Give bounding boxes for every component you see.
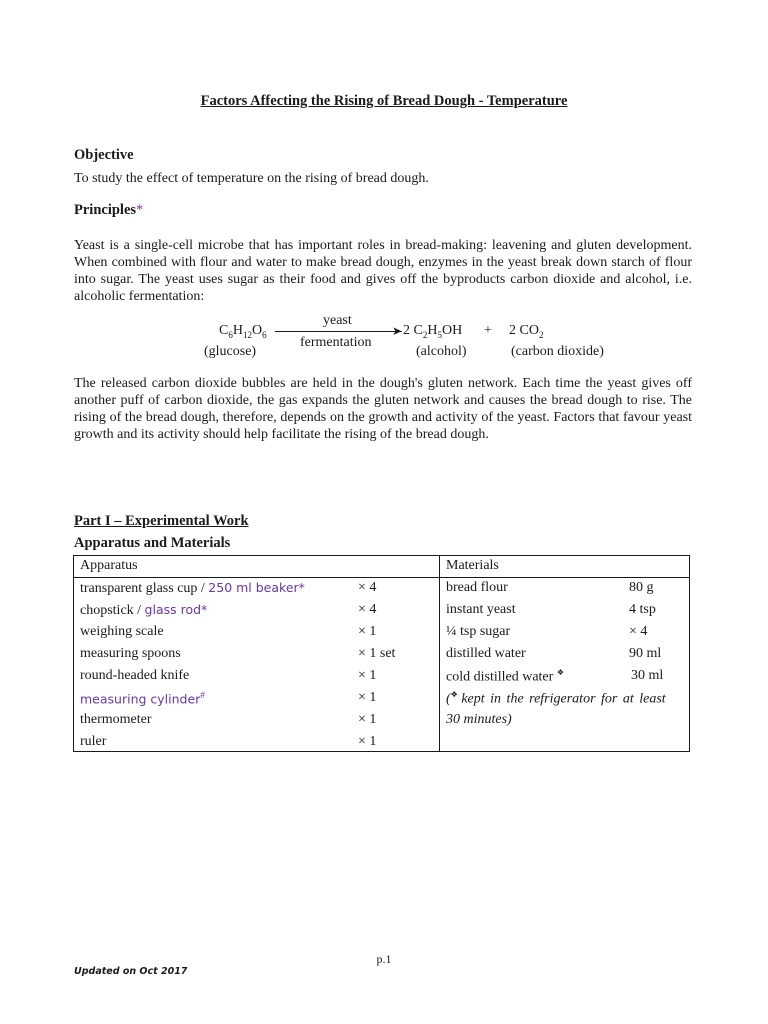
material-note: (❖ kept in the refrigerator for at least bbox=[446, 690, 666, 707]
apparatus-name: thermometer bbox=[80, 712, 152, 727]
material-name: instant yeast bbox=[446, 602, 516, 617]
apparatus-qty: × 1 bbox=[358, 668, 377, 683]
diamond-mark-icon: ❖ bbox=[556, 668, 564, 677]
apparatus-alt: measuring cylinder bbox=[80, 691, 201, 707]
material-name: ¼ tsp sugar bbox=[446, 624, 511, 639]
apparatus-qty: × 4 bbox=[358, 580, 377, 595]
apparatus-name: chopstick / bbox=[80, 603, 145, 618]
material-qty: 90 ml bbox=[629, 646, 662, 661]
updated-date: Updated on Oct 2017 bbox=[74, 966, 188, 977]
table-column-divider bbox=[439, 556, 440, 751]
principles-footnote-mark: * bbox=[136, 202, 144, 218]
ethanol-formula: 2 $C_2H_5OH$ bbox=[403, 323, 463, 340]
materials-header: Materials bbox=[446, 558, 499, 573]
principles-heading-text: Principles bbox=[74, 202, 137, 218]
arrow-label-yeast: yeast bbox=[323, 313, 352, 328]
material-name: cold distilled water bbox=[446, 669, 557, 685]
material-qty: 30 ml bbox=[631, 668, 664, 683]
apparatus-row bbox=[80, 602, 207, 619]
co2-formula: 2 $CO_2$ bbox=[509, 323, 544, 340]
principles-paragraph-1: Yeast is a single-cell microbe that has important roles in bread-making: leavening and gluten development. When combined with flour and water to make bread dough, enzymes in the yeast break down starch of flour into sugar. The yeast uses sugar as their food and gives off the byproducts carbon dioxide and alcohol, i.e. alcoholic fermentation: bbox=[74, 238, 692, 304]
material-note-line1: kept in the refrigerator for at least bbox=[461, 691, 666, 707]
glucose-formula: $C_6H_{12}O_6$ bbox=[219, 323, 267, 340]
page-number: p.1 bbox=[376, 952, 392, 966]
equation-plus: + bbox=[484, 323, 492, 338]
apparatus-alt: 250 ml beaker* bbox=[208, 580, 305, 595]
material-row bbox=[446, 668, 564, 686]
apparatus-name: weighing scale bbox=[80, 624, 164, 639]
material-qty: × 4 bbox=[629, 624, 648, 639]
apparatus-qty: × 1 bbox=[358, 712, 377, 727]
reaction-arrow bbox=[275, 331, 402, 332]
apparatus-qty: × 1 bbox=[358, 690, 377, 705]
diamond-mark-icon: ❖ bbox=[450, 690, 458, 699]
material-note-line2: 30 minutes) bbox=[446, 712, 512, 727]
apparatus-name: measuring spoons bbox=[80, 646, 181, 661]
arrow-label-fermentation: fermentation bbox=[300, 335, 372, 350]
apparatus-name: ruler bbox=[80, 734, 107, 749]
apparatus-qty: × 1 bbox=[358, 734, 377, 749]
alcohol-label: (alcohol) bbox=[416, 344, 467, 359]
apparatus-footnote-mark: # bbox=[200, 690, 205, 700]
apparatus-row bbox=[80, 580, 305, 597]
material-qty: 80 g bbox=[629, 580, 654, 595]
apparatus-qty: × 4 bbox=[358, 602, 377, 617]
principles-paragraph-2: The released carbon dioxide bubbles are held in the dough's gluten network. Each time the yeast gives off another puff of carbon dioxide, the gas expands the gluten network and causes the bread dough to rise. The rising of the bread dough, therefore, depends on the growth and activity of the yeast. Factors that favour yeast growth and its activity should help facilitate the rising of the bread dough. bbox=[74, 376, 692, 442]
material-qty: 4 tsp bbox=[629, 602, 656, 617]
apparatus-materials-heading: Apparatus and Materials bbox=[74, 535, 231, 551]
material-name: bread flour bbox=[446, 580, 508, 595]
apparatus-qty: × 1 bbox=[358, 624, 377, 639]
material-name: distilled water bbox=[446, 646, 526, 661]
part1-heading: Part I – Experimental Work bbox=[74, 513, 249, 529]
apparatus-row bbox=[80, 690, 205, 709]
apparatus-name: round-headed knife bbox=[80, 668, 190, 683]
objective-text: To study the effect of temperature on the rising of bread dough. bbox=[74, 171, 429, 186]
co2-label: (carbon dioxide) bbox=[511, 344, 604, 359]
arrow-head-icon: ➤ bbox=[392, 324, 403, 338]
objective-heading: Objective bbox=[74, 147, 134, 163]
glucose-label: (glucose) bbox=[204, 344, 257, 359]
table-header-divider bbox=[74, 577, 689, 578]
principles-heading bbox=[74, 202, 143, 219]
document-title: Factors Affecting the Rising of Bread Dough - Temperature bbox=[200, 93, 568, 109]
apparatus-alt: glass rod* bbox=[144, 602, 208, 617]
apparatus-name: transparent glass cup / bbox=[80, 581, 209, 596]
apparatus-qty: × 1 set bbox=[358, 646, 396, 661]
apparatus-header: Apparatus bbox=[80, 558, 138, 573]
